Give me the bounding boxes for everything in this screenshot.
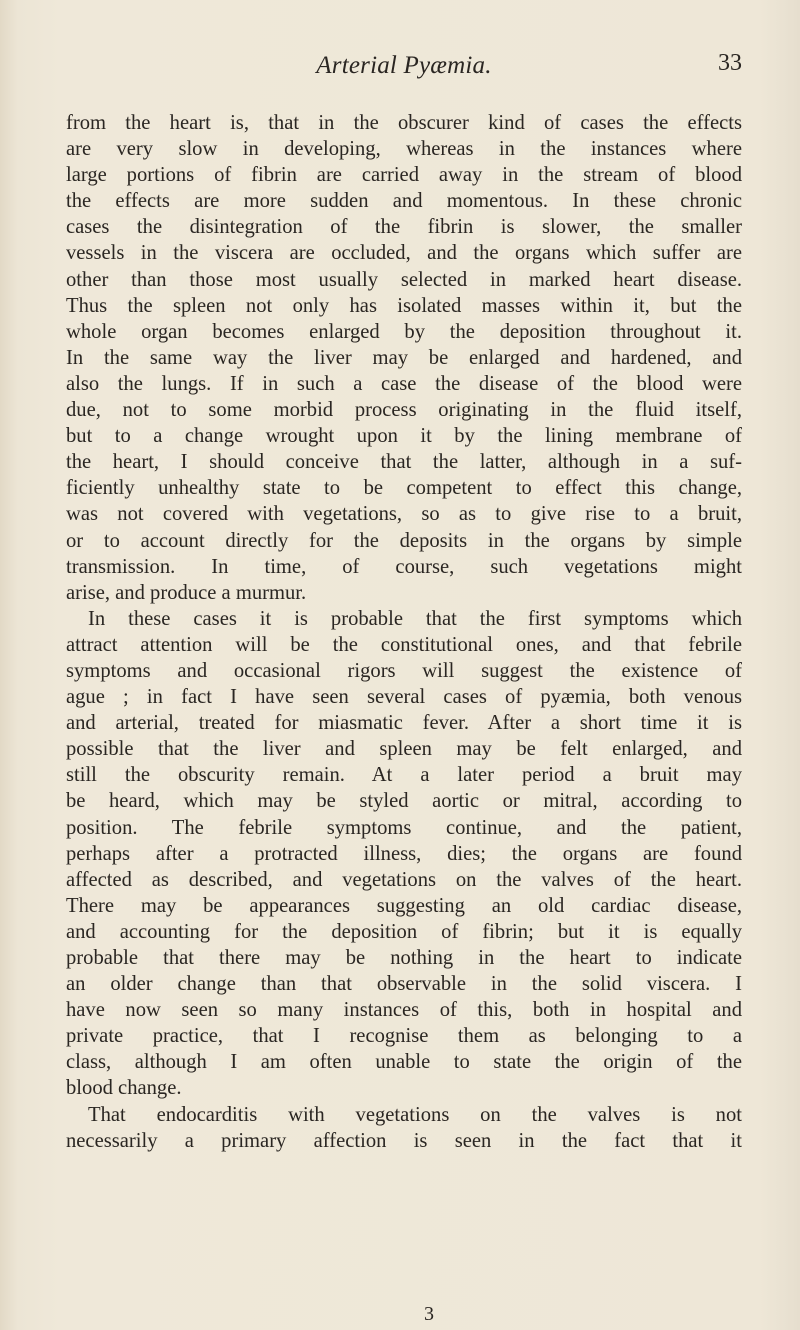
text-line: private practice, that I recognise them as belonging to a bbox=[66, 1025, 742, 1048]
text-line: and accounting for the deposition of fibrin; but it is equally bbox=[66, 920, 742, 943]
text-line: large portions of fibrin are carried away in the stream of blood bbox=[66, 164, 742, 187]
text-line: ficiently unhealthy state to be competent to effect this change, bbox=[66, 477, 742, 500]
text-line: possible that the liver and spleen may be felt enlarged, and bbox=[66, 738, 742, 761]
text-line: be heard, which may be styled aortic or mitral, according to bbox=[66, 790, 742, 813]
text-line: but to a change wrought upon it by the lining membrane of bbox=[66, 425, 742, 448]
text-line: probable that there may be nothing in the heart to indicate bbox=[66, 947, 742, 969]
text-line: and arterial, treated for miasmatic fever. After a short time it is bbox=[66, 712, 742, 735]
text-line: the heart, I should conceive that the latter, although in a suf- bbox=[66, 451, 742, 474]
signature-mark: 3 bbox=[424, 1303, 434, 1325]
running-header bbox=[66, 48, 742, 88]
text-line: or to account directly for the deposits in the organs by simple bbox=[66, 529, 742, 552]
text-line: vessels in the viscera are occluded, and the organs which suffer are bbox=[66, 242, 742, 265]
text-line: still the obscurity remain. At a later period a bruit may bbox=[66, 764, 742, 787]
text-line: cases the disintegration of the fibrin is slower, the smaller bbox=[66, 216, 742, 239]
text-line: perhaps after a protracted illness, dies; the organs are found bbox=[66, 842, 742, 865]
text-line: the effects are more sudden and momentous. In these chronic bbox=[66, 190, 742, 213]
text-line: ague ; in fact I have seen several cases of pyæmia, both venous bbox=[66, 686, 742, 709]
text-line: transmission. In time, of course, such vegetations might bbox=[66, 555, 742, 578]
paragraph-end-line: arise, and produce a murmur. bbox=[66, 581, 307, 604]
text-line: whole organ becomes enlarged by the deposition throughout it. bbox=[66, 320, 742, 343]
text-line: In the same way the liver may be enlarged and hardened, and bbox=[66, 346, 742, 369]
paragraph-start-line: In these cases it is probable that the first symptoms which bbox=[88, 607, 742, 630]
paragraph-end-line: blood change. bbox=[66, 1077, 182, 1100]
text-line: from the heart is, that in the obscurer kind of cases the effects bbox=[66, 112, 742, 134]
text-line: have now seen so many instances of this, both in hospital and bbox=[66, 999, 742, 1022]
text-line: an older change than that observable in the solid viscera. I bbox=[66, 973, 742, 996]
text-line: necessarily a primary affection is seen in the fact that it bbox=[66, 1129, 742, 1152]
text-line: Thus the spleen not only has isolated masses within it, but the bbox=[66, 294, 742, 317]
text-line: also the lungs. If in such a case the disease of the blood were bbox=[66, 372, 742, 395]
text-line: position. The febrile symptoms continue, and the patient, bbox=[66, 816, 742, 839]
paragraph-start-line: That endocarditis with vegetations on the valves is not bbox=[88, 1103, 742, 1126]
text-line: was not covered with vegetations, so as to give rise to a bruit, bbox=[66, 503, 742, 526]
text-line: affected as described, and vegetations on the valves of the heart. bbox=[66, 868, 742, 891]
text-line: are very slow in developing, whereas in the instances where bbox=[66, 138, 742, 161]
text-line: symptoms and occasional rigors will suggest the existence of bbox=[66, 659, 742, 682]
text-line: class, although I am often unable to state the origin of the bbox=[66, 1051, 742, 1074]
running-title: Arterial Pyæmia. bbox=[316, 52, 492, 79]
text-line: due, not to some morbid process originating in the fluid itself, bbox=[66, 399, 742, 422]
body-text bbox=[66, 110, 742, 1154]
text-line: attract attention will be the constitutional ones, and that febrile bbox=[66, 633, 742, 656]
text-line: other than those most usually selected in marked heart disease. bbox=[66, 268, 742, 291]
text-line: There may be appearances suggesting an old cardiac disease, bbox=[66, 894, 742, 917]
page-number: 33 bbox=[718, 50, 742, 76]
